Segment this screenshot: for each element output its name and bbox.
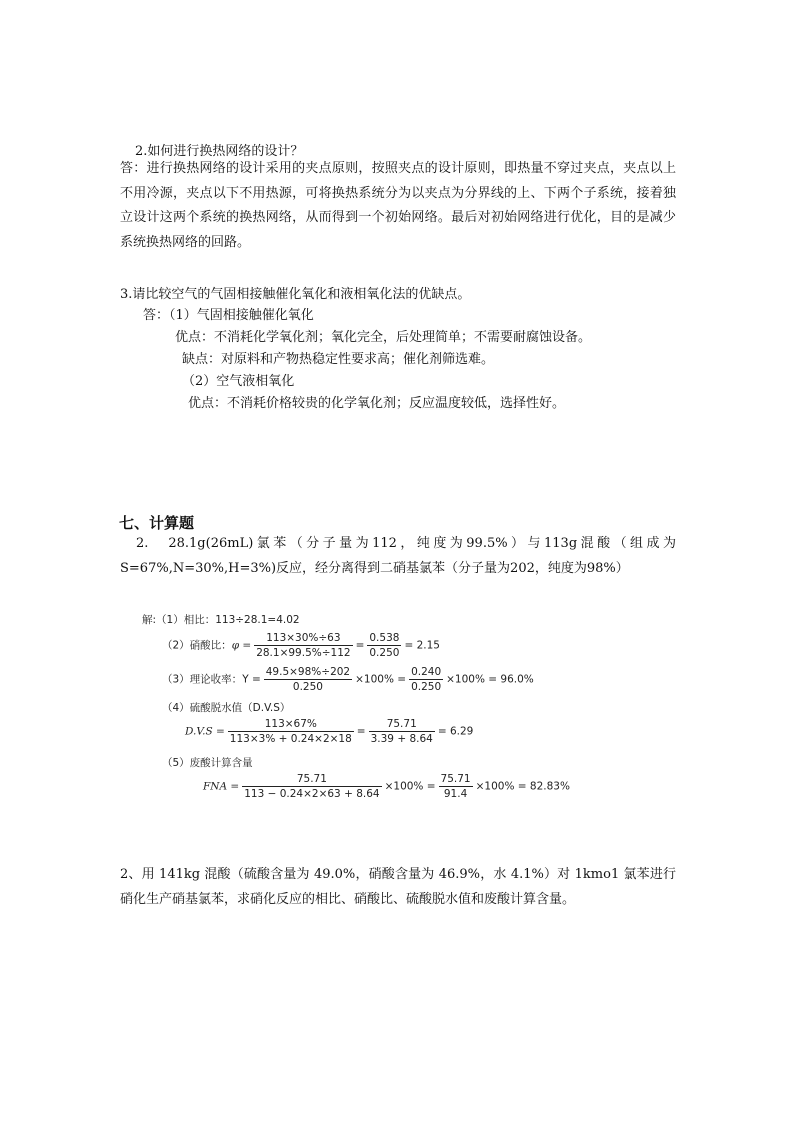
denominator: 113 − 0.24×2×63 + 8.64 [244,788,380,800]
step5-fraction-2 [439,773,473,800]
step2-result: = 2.15 [404,639,440,652]
step5-fraction-1 [242,773,381,800]
denominator: 113×3% + 0.24×2×18 [229,733,352,745]
denominator: 0.250 [292,681,323,693]
q3-line3: 缺点：对原料和产物热稳定性要求高；催化剂筛选难。 [182,352,495,367]
solution-step-1 [142,612,300,627]
numerator: 49.5×98%÷202 [265,666,351,678]
step3-fraction-1 [264,666,352,693]
denominator: 91.4 [443,788,468,800]
step5-mid: ×100% = [384,780,436,793]
step1-text: 解:（1）相比：113÷28.1=4.02 [142,614,300,626]
step2-fraction-2 [367,632,401,659]
q3-line2: 优点：不消耗化学氧化剂；氧化完全，后处理简单；不需要耐腐蚀设备。 [175,330,592,345]
step2-symbol: φ = [231,639,252,652]
step2-fraction-1 [254,632,352,659]
q2-title: 2.如何进行换热网络的设计？ [135,144,304,159]
solution-step-4-label [162,700,290,715]
denominator: 0.250 [411,681,442,693]
denominator: 3.39 + 8.64 [370,733,433,745]
step5-symbol: FNA = [203,780,240,793]
q3-title: 3.请比较空气的气固相接触催化氧化和液相氧化法的优缺点。 [120,287,471,302]
solution-step-5 [203,773,570,800]
section-heading: 七、计算题 [119,514,195,532]
problem2-text: 2、用 141kg 混酸（硫酸含量为 49.0%，硝酸含量为 46.9%，水 4.1%）对 1kmo1 氯苯进行硝化生产硝基氯苯，求硝化反应的相比、硝酸比、硫酸脱水值和废酸计算含量。 [120,867,676,907]
q3-line1: 答：（1）气固相接触催化氧化 [143,308,314,323]
solution-step-2: （2）硝酸比：φ = $\frac{113\times 30\%\div 63}{28.1\times 99.5\%\div 112}$ = $\frac{0.538}{0.250}$ = 2.15 [162,632,440,659]
denominator: 28.1×99.5%÷112 [256,647,351,659]
numerator: 113×67% [228,718,354,732]
step4-symbol: D.V.S = [185,725,225,738]
step4-fraction-1 [228,718,354,745]
step3-mid: ×100% = [355,673,407,686]
step5-label: （5）废酸计算含量 [162,757,253,769]
solution-step-4: D.V.S = $\frac{113\times 67\%}{113\times 3\% + 0.24\times 2\times 18}$ = $\frac{75.71}{3.39 + 8.64}$ = 6.29 [185,718,474,745]
step4-result: = 6.29 [437,725,474,738]
numerator: 0.538 [369,632,400,644]
numerator: 0.240 [411,666,442,678]
section7-problem: 2. 28.1g(26mL)氯苯（分子量为112，纯度为99.5%）与113g混酸（组成为S=67%,N=30%,H=3%)反应，经分离得到二硝基氯苯（分子量为202，纯度为98%） [120,536,676,576]
step4-fraction-2 [369,718,435,745]
solution-step-3 [162,666,534,693]
step5-result: ×100% = 82.83% [475,780,570,793]
denominator: 0.250 [369,647,400,659]
numerator: 113×30%÷63 [254,632,352,646]
numerator: 75.71 [369,718,435,732]
step3-symbol: Y = [242,673,261,686]
numerator: 75.71 [242,773,381,787]
solution-step-5-label [162,755,253,770]
numerator: 75.71 [440,773,471,785]
step3-label: （3）理论收率： [162,673,243,686]
step3-result: ×100% = 96.0% [446,673,534,686]
step4-label: （4）硫酸脱水值（D.V.S） [162,702,291,714]
step3-fraction-2 [409,666,443,693]
q3-line4: （2）空气液相氧化 [182,374,295,389]
step2-label: （2）硝酸比： [162,639,232,652]
q3-line5: 优点：不消耗价格较贵的化学氧化剂；反应温度较低，选择性好。 [188,396,566,411]
q2-answer: 答：进行换热网络的设计采用的夹点原则，按照夹点的设计原则，即热量不穿过夹点，夹点以上不用冷源，夹点以下不用热源，可将换热系统分为以夹点为分界线的上、下两个子系统，接着独立设计这两个系统的换热网络，从而得到一个初始网络。最后对初始网络进行优化，目的是减少系统换热网络的回路。 [120,161,676,250]
